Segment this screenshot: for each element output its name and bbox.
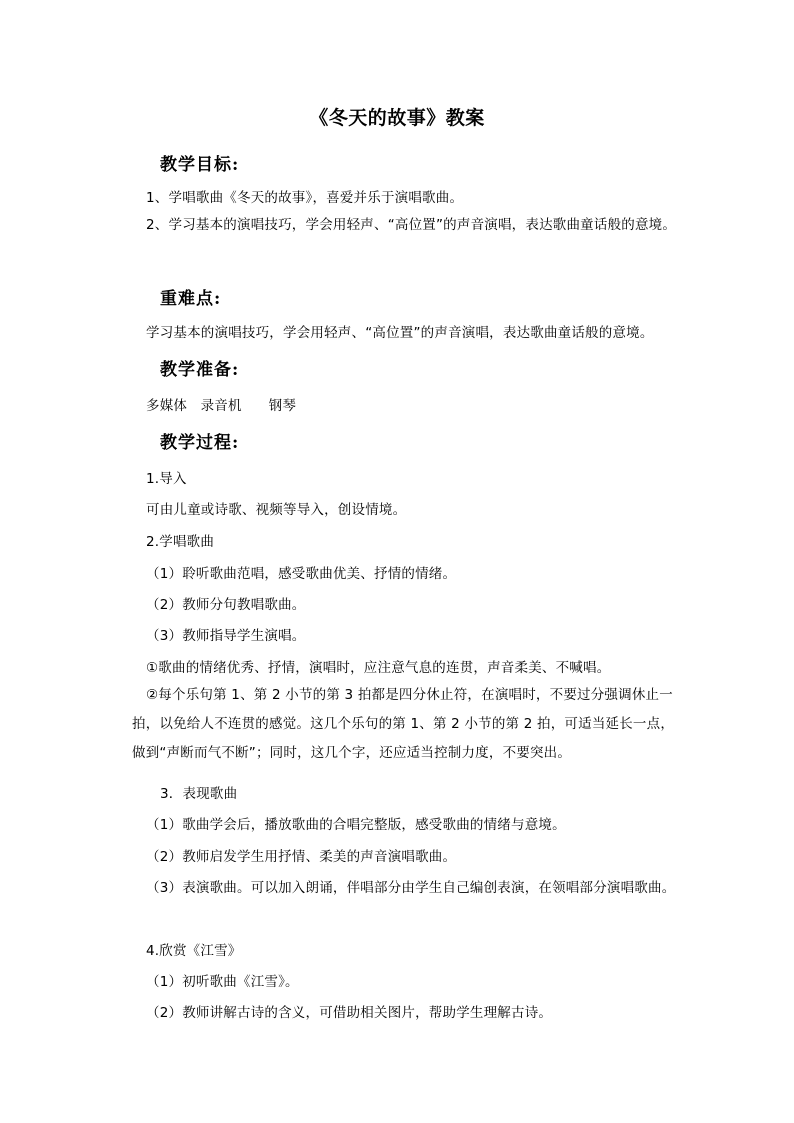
step2-note-1: ①歌曲的情绪优秀、抒情，演唱时，应注意气息的连贯，声音柔美、不喊唱。 <box>146 660 611 676</box>
step1-text: 可由儿童或诗歌、视频等导入，创设情境。 <box>146 502 407 518</box>
preparation-text: 多媒体 录音机 钢琴 <box>146 398 297 414</box>
objective-item-2: 2、学习基本的演唱技巧，学会用轻声、“高位置”的声音演唱，表达歌曲童话般的意境。 <box>146 217 677 233</box>
objectives-heading: 教学目标: <box>160 155 240 175</box>
document-title: 《冬天的故事》教案 <box>309 107 485 129</box>
step1-title: 1.导入 <box>146 471 187 487</box>
key-points-heading: 重难点: <box>160 289 222 309</box>
objective-item-1: 1、学唱歌曲《冬天的故事》，喜爱并乐于演唱歌曲。 <box>146 190 464 206</box>
step3-item-1: （1）歌曲学会后，播放歌曲的合唱完整版，感受歌曲的情绪与意境。 <box>146 817 566 833</box>
process-heading: 教学过程: <box>160 433 240 453</box>
step3-item-2: （2）教师启发学生用抒情、柔美的声音演唱歌曲。 <box>146 849 457 865</box>
step2-item-3: （3）教师指导学生演唱。 <box>146 628 306 644</box>
key-points-text: 学习基本的演唱技巧，学会用轻声、“高位置”的声音演唱，表达歌曲童话般的意境。 <box>146 325 654 341</box>
step3-item-3: （3）表演歌曲。可以加入朗诵，伴唱部分由学生自己编创表演，在领唱部分演唱歌曲。 <box>146 880 676 896</box>
step4-item-1: （1）初听歌曲《江雪》。 <box>146 974 299 990</box>
step2-item-1: （1）聆听歌曲范唱，感受歌曲优美、抒情的情绪。 <box>146 566 457 582</box>
step4-item-2: （2）教师讲解古诗的含义，可借助相关图片，帮助学生理解古诗。 <box>146 1005 553 1021</box>
step3-title: 3．表现歌曲 <box>160 786 238 802</box>
step2-title: 2.学唱歌曲 <box>146 534 215 550</box>
step4-title: 4.欣赏《江雪》 <box>146 943 242 959</box>
preparation-heading: 教学准备: <box>160 360 240 380</box>
step2-note-2: ②每个乐句第 1、第 2 小节的第 3 拍都是四分休止符，在演唱时，不要过分强调休止一拍，以免给人不连贯的感觉。这几个乐句的第 1、第 2 小节的第 2 拍，可适当延长一点，做到“声断而气不断”；同时，这几个字，还应适当控制力度，不要突出。 <box>132 687 675 761</box>
step2-item-2: （2）教师分句教唱歌曲。 <box>146 597 306 613</box>
